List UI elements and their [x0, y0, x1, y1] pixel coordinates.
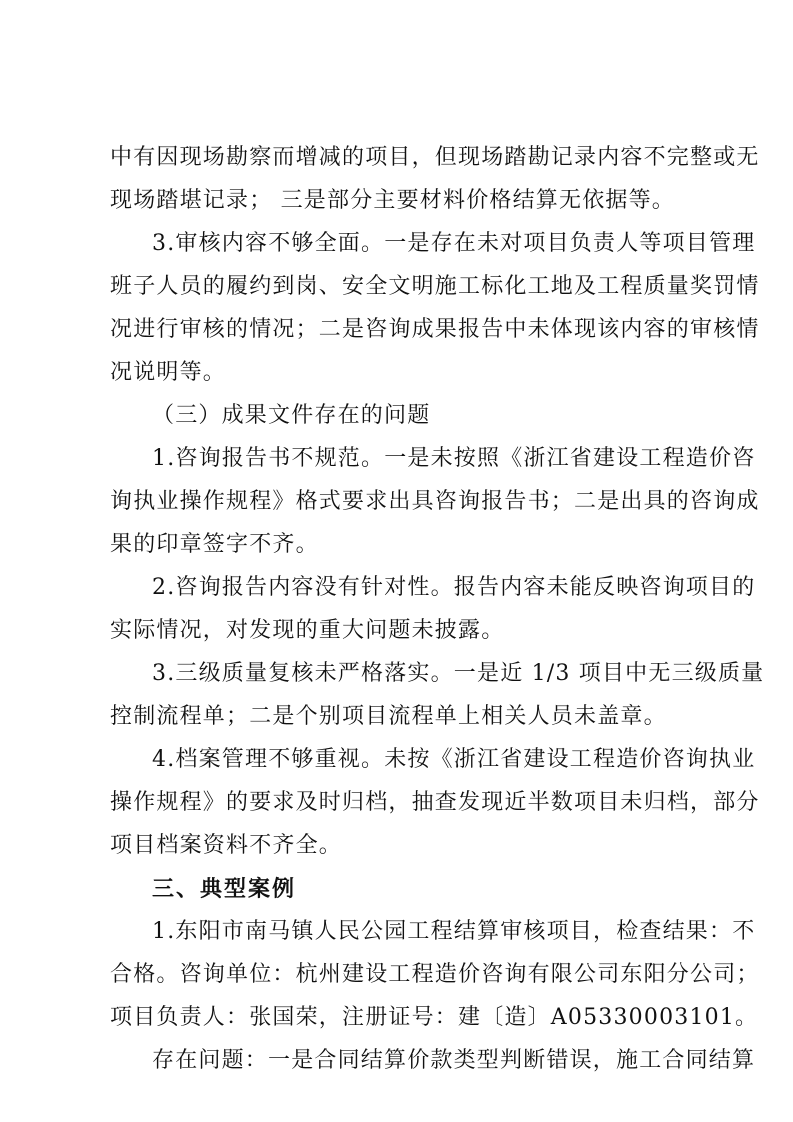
text-line: 存在问题：一是合同结算价款类型判断错误，施工合同结算 [152, 1048, 756, 1073]
text-line: 询执业操作规程》格式要求出具咨询报告书；二是出具的咨询成 [110, 489, 760, 514]
chapter-heading: 三、典型案例 [152, 876, 297, 902]
text-line: 控制流程单；二是个别项目流程单上相关人员未盖章。 [110, 704, 667, 729]
text-line: 现场踏堪记录； 三是部分主要材料价格结算无依据等。 [110, 188, 675, 213]
text-line: 1.咨询报告书不规范。一是未按照《浙江省建设工程造价咨 [152, 446, 756, 471]
text-line: 合格。咨询单位：杭州建设工程造价咨询有限公司东阳分公司； [110, 962, 760, 987]
text-line: 操作规程》的要求及时归档，抽查发现近半数项目未归档，部分 [110, 790, 760, 815]
text-line: 况说明等。 [110, 360, 227, 385]
text-line: 况进行审核的情况；二是咨询成果报告中未体现该内容的审核情 [110, 317, 760, 342]
text-line: 2.咨询报告内容没有针对性。报告内容未能反映咨询项目的 [152, 575, 756, 600]
text-line: 4.档案管理不够重视。未按《浙江省建设工程造价咨询执业 [152, 747, 756, 772]
text-line: 3.三级质量复核未严格落实。一是近 1/3 项目中无三级质量 [152, 661, 765, 686]
text-line: 项目档案资料不齐全。 [110, 833, 343, 858]
text-line: 1.东阳市南马镇人民公园工程结算审核项目，检查结果：不 [152, 919, 756, 944]
text-line: 3.审核内容不够全面。一是存在未对项目负责人等项目管理 [152, 231, 756, 256]
text-line: 班子人员的履约到岗、安全文明施工标化工地及工程质量奖罚情 [110, 274, 760, 299]
text-line: 项目负责人：张国荣，注册证号：建〔造〕A05330003101。 [110, 1005, 759, 1030]
text-line: 实际情况，对发现的重大问题未披露。 [110, 618, 505, 643]
text-line: 果的印章签字不齐。 [110, 532, 319, 557]
section-heading: （三）成果文件存在的问题 [152, 403, 431, 428]
text-line: 中有因现场勘察而增减的项目，但现场踏勘记录内容不完整或无 [110, 145, 760, 170]
